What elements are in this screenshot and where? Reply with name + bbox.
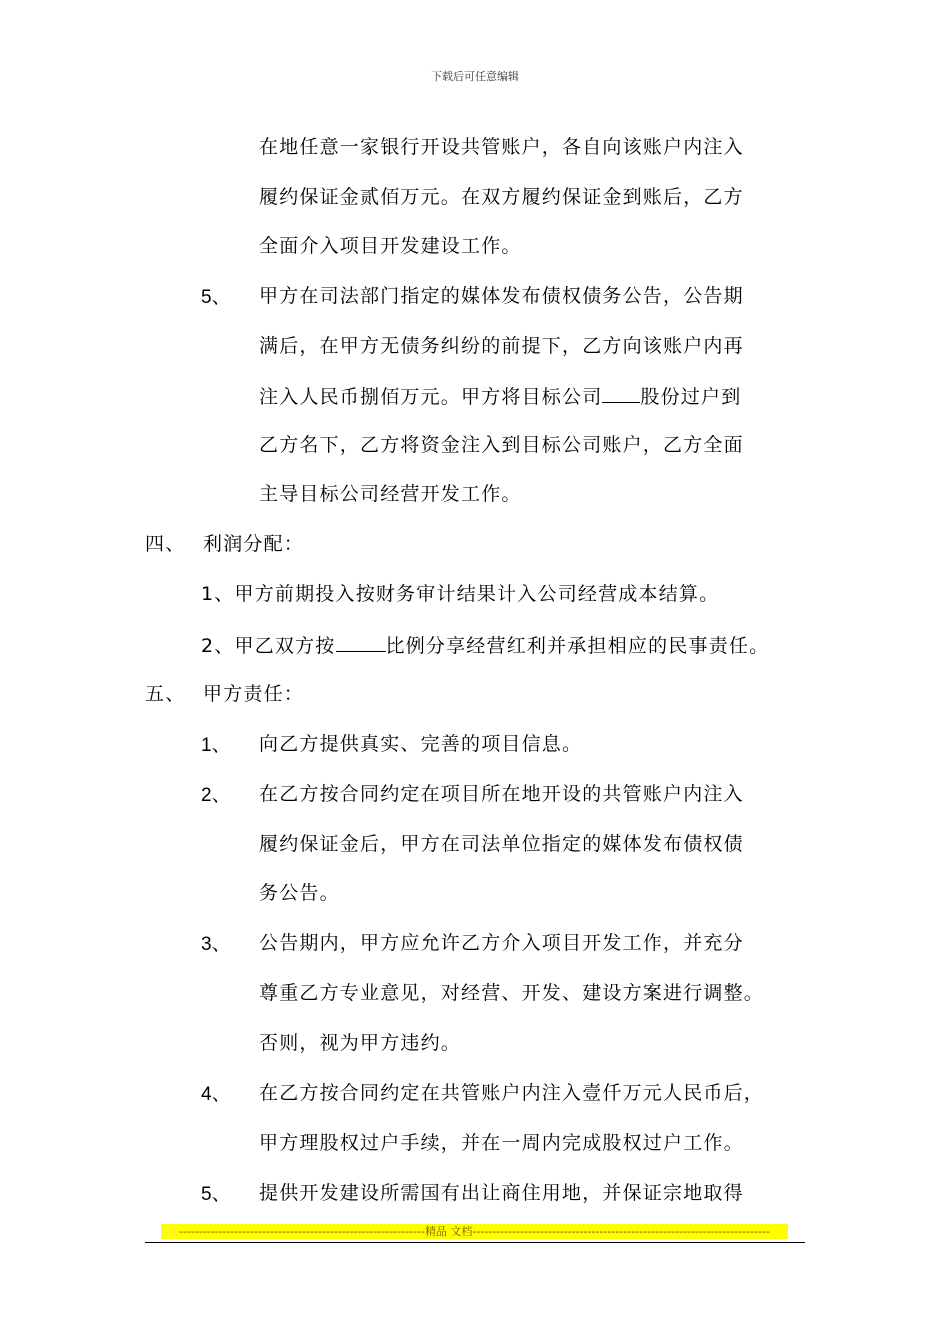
text-line: 全面介入项目开发建设工作。 [259,235,522,257]
text-line: 主导目标公司经营开发工作。 [259,483,522,505]
list-number: 1、 [201,735,231,756]
text-segment: 比例分享经营红利并承担相应的民事责任。 [385,635,770,657]
text-line: 在乙方按合同约定在项目所在地开设的共管账户内注入 [259,783,744,805]
list-number: 3、 [201,934,231,955]
footer-watermark [161,1224,788,1239]
text-segment: 股份过户到 [640,386,742,408]
text-line: 尊重乙方专业意见，对经营、开发、建设方案进行调整。 [259,982,765,1004]
fill-in-blank [602,382,640,403]
section-number: 五、 [145,683,186,705]
text-line [259,382,741,410]
text-line: 1、甲方前期投入按财务审计结果计入公司经营成本结算。 [201,583,720,605]
text-line: 甲方在司法部门指定的媒体发布债权债务公告，公告期 [259,285,744,307]
text-line: 否则，视为甲方违约。 [259,1032,462,1054]
fill-in-blank [336,631,386,652]
text-line: 甲方理股权过户手续，并在一周内完成股权过户工作。 [259,1132,744,1154]
list-number: 2、 [201,785,231,806]
text-line: 乙方名下，乙方将资金注入到目标公司账户，乙方全面 [259,434,744,456]
list-number: 5、 [201,287,231,308]
text-line: 务公告。 [259,882,340,904]
footer-label: 精品 文档 [424,1225,473,1238]
footer-rule [145,1242,805,1243]
list-number: 5、 [201,1184,231,1205]
text-line: 满后，在甲方无债务纠纷的前提下，乙方向该账户内再 [259,335,744,357]
text-line [201,631,769,659]
list-number: 4、 [201,1084,231,1105]
section-title: 利润分配： [203,533,305,555]
text-line: 向乙方提供真实、完善的项目信息。 [259,733,583,755]
text-line: 履约保证金后，甲方在司法单位指定的媒体发布债权债 [259,833,744,855]
text-line: 履约保证金贰佰万元。在双方履约保证金到账后，乙方 [259,186,744,208]
text-segment: 2、甲乙双方按 [201,635,336,657]
text-line: 在地任意一家银行开设共管账户，各自向该账户内注入 [259,136,744,158]
text-segment: 注入人民币捌佰万元。甲方将目标公司 [259,386,603,408]
text-line: 在乙方按合同约定在共管账户内注入壹仟万元人民币后， [259,1082,765,1104]
section-number: 四、 [145,533,186,555]
text-line: 公告期内，甲方应允许乙方介入项目开发工作，并充分 [259,932,744,954]
section-title: 甲方责任： [203,683,305,705]
footer-dashes-right: --------------------------------------------------------------------------- [472,1225,771,1238]
footer-dashes-left: -------------------------------------------------------------- [178,1225,425,1238]
text-line: 提供开发建设所需国有出让商住用地，并保证宗地取得 [259,1182,744,1204]
page-header: 下载后可任意编辑 [431,70,519,83]
